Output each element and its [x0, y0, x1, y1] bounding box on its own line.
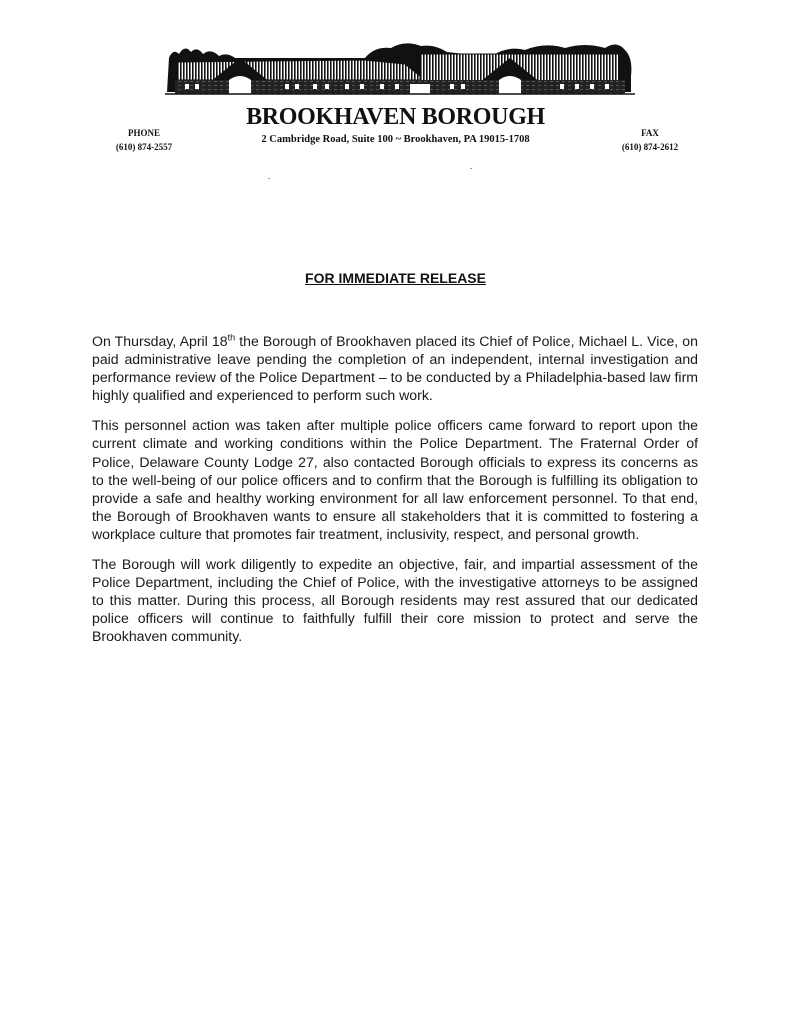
fax-label: FAX: [641, 128, 659, 138]
phone-label: PHONE: [127, 128, 160, 138]
paragraph-3: The Borough will work diligently to expedite an objective, fair, and impartial assessment of the Police Department, including the Chief of Police, with the investigative attorneys to be assigned to this matter. During this process, all Borough residents may rest assured that our dedicated police officers will continue to faithfully fulfill their core mission to protect and serve the Brookhaven community.: [92, 556, 698, 645]
phone-block: [104, 126, 184, 154]
ordinal-suffix: th: [227, 332, 236, 343]
letterhead: [0, 0, 791, 180]
scan-speck: [470, 168, 472, 169]
release-headline: FOR IMMEDIATE RELEASE: [305, 270, 486, 286]
organization-address: 2 Cambridge Road, Suite 100 ~ Brookhaven, PA 19015-1708: [261, 134, 530, 145]
paragraph-2: This personnel action was taken after multiple police officers came forward to report upon the current climate and working conditions within the Police Department. The Fraternal Order of Police, Delaware County Lodge 27, also contacted Borough officials to express its concerns as to the well-being of our police officers and to confirm that the Borough is fulfilling its obligation to provide a safe and healthy working environment for all law enforcement personnel. To that end, the Borough of Brookhaven wants to ensure all stakeholders that it is committed to fostering a workplace culture that promotes fair treatment, inclusivity, respect, and personal growth.: [92, 417, 698, 542]
scan-speck: [268, 178, 270, 179]
paragraph-1-start: On Thursday, April 18: [92, 333, 228, 349]
fax-block: [610, 126, 690, 154]
building-logo-icon: [165, 36, 635, 100]
release-body: [92, 332, 698, 658]
paragraph-1-rest: the Borough of Brookhaven placed its Chief of Police, Michael L. Vice, on paid administrative leave pending the completion of an independent, internal investigation and performance review of the Police Department – to be conducted by a Philadelphia-based law firm highly qualified and experienced to perform such work.: [92, 333, 698, 404]
fax-number: (610) 874-2612: [621, 142, 679, 152]
phone-number: (610) 874-2557: [115, 142, 173, 152]
organization-name: BROOKHAVEN BOROUGH: [246, 104, 545, 130]
paragraph-1: [92, 332, 698, 404]
